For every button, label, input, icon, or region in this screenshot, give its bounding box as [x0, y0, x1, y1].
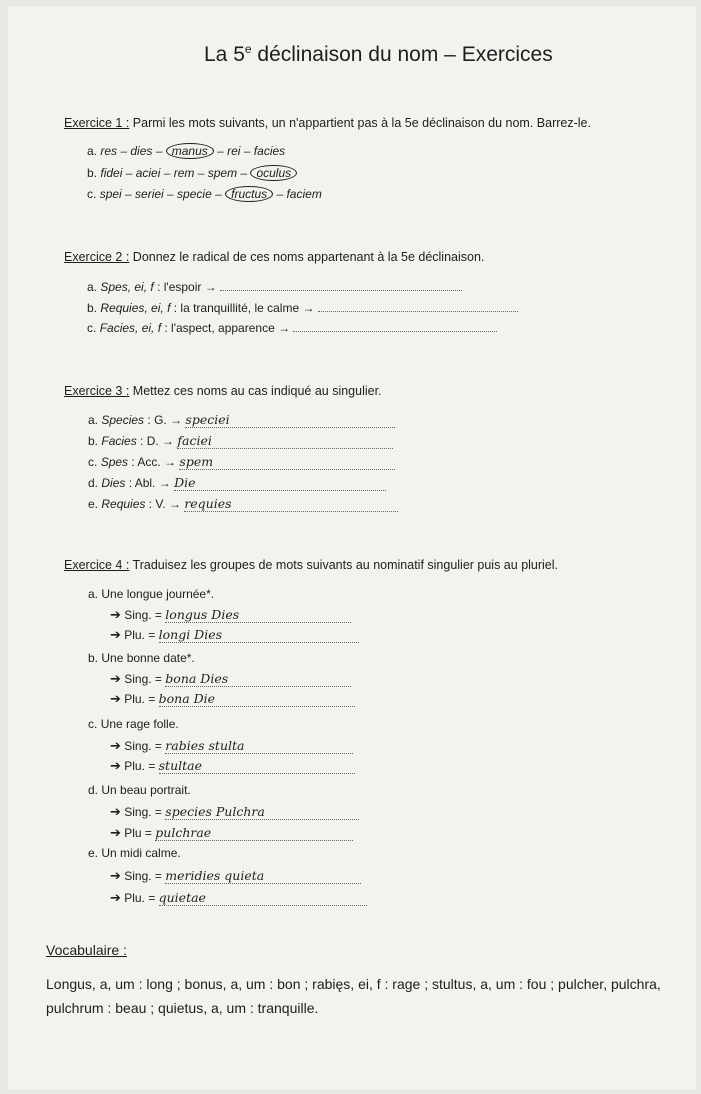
exercise-4-group-c-singular: ➔ Sing. = rabies stulta — [110, 738, 353, 754]
exercise-3-item-e: e. Requies : V. → requies — [88, 496, 398, 512]
exercise-4-group-b-singular: ➔ Sing. = bona Dies — [110, 671, 351, 687]
exercise-4-group-e-singular: ➔ Sing. = meridies quieta — [110, 868, 361, 884]
exercise-4-group-a-singular: ➔ Sing. = longus Dies — [110, 607, 351, 623]
circled-answer: manus — [166, 143, 214, 159]
handwritten-answer: stultae — [158, 758, 202, 773]
page-title: La 5e déclinaison du nom – Exercices — [204, 42, 553, 66]
handwritten-answer: pulchrae — [155, 825, 212, 840]
exercise-4-group-c-phrase: c. Une rage folle. — [88, 717, 179, 731]
handwritten-answer: Die — [174, 475, 196, 490]
exercise-1-item-a: a. res – dies – manus – rei – facies — [87, 144, 286, 158]
exercise-4-group-e-phrase: e. Un midi calme. — [88, 846, 181, 860]
answer-line — [293, 331, 497, 332]
handwritten-answer: bona Die — [158, 691, 216, 706]
exercise-4-group-e-plural: ➔ Plu. = quietae — [110, 890, 367, 906]
handwritten-answer: spem — [179, 454, 214, 469]
exercise-3-item-a: a. Species : G. → speciei — [88, 412, 395, 428]
exercise-4-group-a-plural: ➔ Plu. = longi Dies — [110, 627, 359, 643]
handwritten-answer: meridies quieta — [165, 868, 265, 883]
exercise-4-group-b-phrase: b. Une bonne date*. — [88, 651, 195, 665]
handwritten-answer: speciei — [185, 412, 230, 427]
handwritten-answer: longus Dies — [165, 607, 240, 622]
worksheet-page — [8, 6, 696, 1090]
answer-line — [318, 311, 518, 312]
handwritten-answer: rabies stulta — [165, 738, 245, 753]
exercise-4-group-a-phrase: a. Une longue journée*. — [88, 587, 215, 601]
vocabulary-heading: Vocabulaire : — [46, 942, 127, 958]
exercise-2-heading: Exercice 2 : Donnez le radical de ces noms appartenant à la 5e déclinaison. — [64, 250, 485, 264]
handwritten-answer: requies — [184, 496, 232, 511]
exercise-3-heading: Exercice 3 : Mettez ces noms au cas indiqué au singulier. — [64, 384, 382, 398]
exercise-1-heading: Exercice 1 : Parmi les mots suivants, un n'appartient pas à la 5e déclinaison du nom. Barrez-le. — [64, 116, 591, 130]
exercise-1-item-c: c. spei – seriei – specie – fructus – faciem — [87, 187, 322, 201]
exercise-4-group-d-plural: ➔ Plu = pulchrae — [110, 825, 353, 841]
vocabulary-text: Longus, a, um : long ; bonus, a, um : bon ; rabięs, ei, f : rage ; stultus, a, um : fou ; pulcher, pulchra, pulchrum : beau ; quietus, a, um : tranquille. — [46, 976, 661, 1016]
handwritten-answer: longi Dies — [158, 627, 223, 642]
exercise-1-item-b: b. fidei – aciei – rem – spem – oculus — [87, 166, 297, 180]
exercise-2-item-b: b. Requies, ei, f : la tranquillité, le calme → — [87, 301, 518, 315]
circled-answer: fructus — [225, 186, 273, 202]
exercise-4-heading: Exercice 4 : Traduisez les groupes de mots suivants au nominatif singulier puis au pluriel. — [64, 558, 559, 572]
exercise-4-group-d-singular: ➔ Sing. = species Pulchra — [110, 804, 359, 820]
handwritten-answer: species Pulchra — [165, 804, 265, 819]
exercise-3-item-c: c. Spes : Acc. → spem — [88, 454, 395, 470]
exercise-4-group-c-plural: ➔ Plu. = stultae — [110, 758, 355, 774]
handwritten-answer: bona Dies — [165, 671, 229, 686]
circled-answer: oculus — [250, 165, 297, 181]
exercise-4-group-d-phrase: d. Un beau portrait. — [88, 783, 191, 797]
exercise-4-group-b-plural: ➔ Plu. = bona Die — [110, 691, 355, 707]
handwritten-answer: quietae — [158, 890, 206, 905]
exercise-2-item-c: c. Facies, ei, f : l'aspect, apparence → — [87, 321, 497, 335]
exercise-3-item-d: d. Dies : Abl. → Die — [88, 475, 386, 491]
handwritten-answer: faciei — [177, 433, 212, 448]
exercise-3-item-b: b. Facies : D. → faciei — [88, 433, 393, 449]
exercise-2-item-a: a. Spes, ei, f : l'espoir → — [87, 280, 462, 294]
answer-line — [220, 290, 462, 291]
